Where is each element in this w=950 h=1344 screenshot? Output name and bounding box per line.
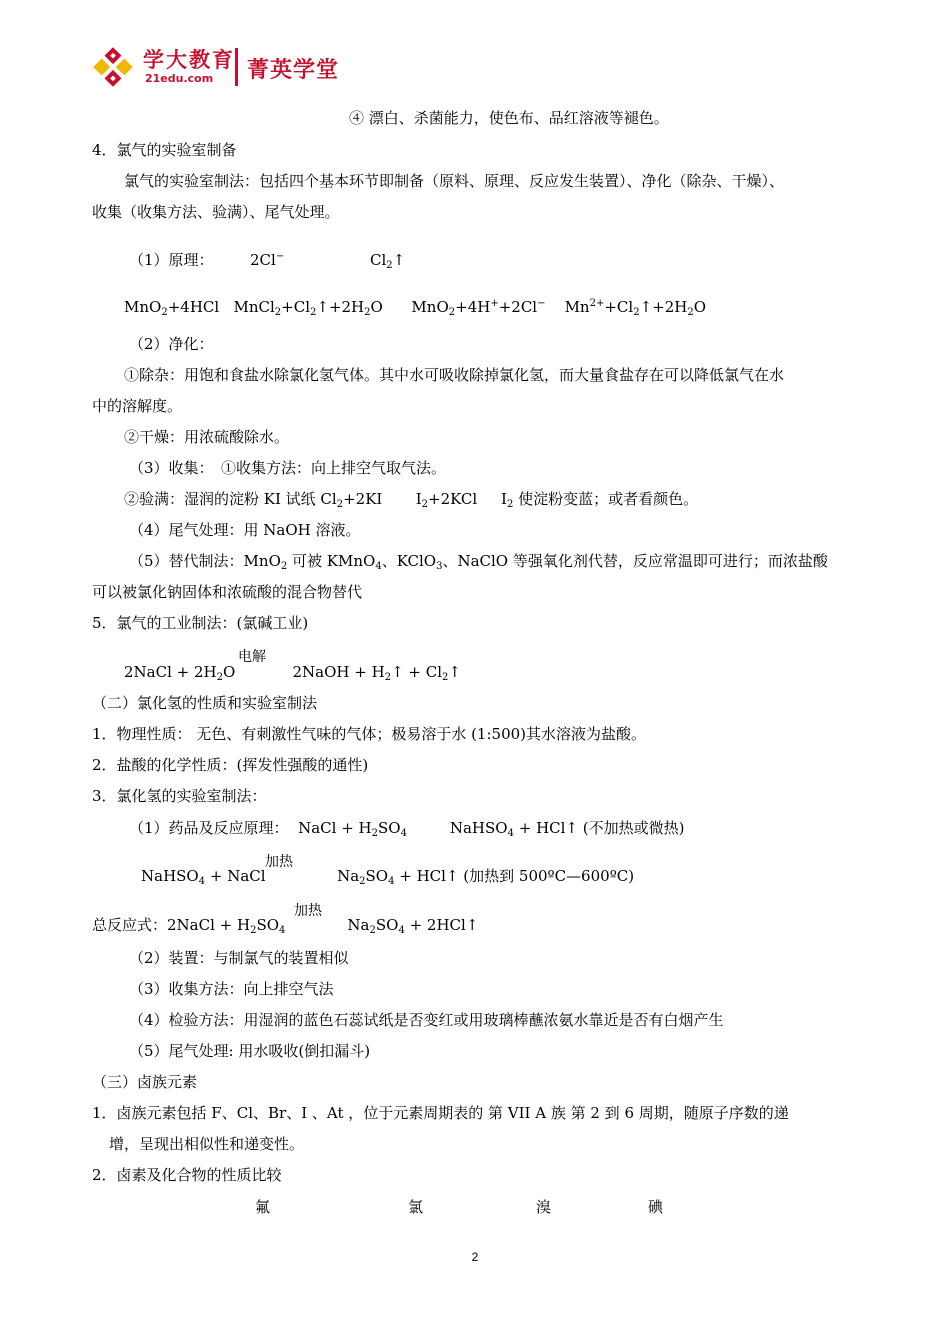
logo-text-en: 21edu.com xyxy=(145,72,214,85)
text-line: 中的溶解度。 xyxy=(92,397,183,415)
text-line: （5）尾气处理: 用水吸收(倒扣漏斗) xyxy=(129,1042,371,1060)
equation-line: MnO$_2$+4HCl $MnCl_2+Cl_2↑+2H_2O$ MnO$_2$+4H++2Cl− $Mn^{2+}+Cl_2↑+2H_2O$ xyxy=(124,298,707,318)
text-line: （3）收集方法：向上排空气法 xyxy=(129,980,334,998)
section-heading: （二）氯化氢的性质和实验室制法 xyxy=(92,694,318,712)
text-line: ④ 漂白、杀菌能力，使色布、品红溶液等褪色。 xyxy=(349,109,669,127)
text-line: 收集（收集方法、验满）、尾气处理。 xyxy=(92,203,340,221)
text-line: 增，呈现出相似性和递变性。 xyxy=(109,1135,305,1153)
table-header-cell: 溴 xyxy=(536,1198,552,1216)
text-line: （2）净化： xyxy=(129,335,214,353)
reaction-condition: 电解 xyxy=(238,649,266,665)
label-principle: （1）原理： xyxy=(129,251,214,269)
page-number: 2 xyxy=(471,1250,479,1264)
text-line: （2）装置：与制氯气的装置相似 xyxy=(129,949,349,967)
logo-divider xyxy=(235,48,238,86)
section-heading: （三）卤族元素 xyxy=(92,1073,198,1091)
equation-part: $Cl_2↑$ xyxy=(370,251,406,271)
logo-mark-icon xyxy=(90,44,136,90)
reaction-condition: 加热 xyxy=(265,854,293,870)
text-line: （4）尾气处理：用 NaOH 溶液。 xyxy=(129,521,361,539)
section-heading: 5．氯气的工业制法：(氯碱工业) xyxy=(92,614,309,632)
section-heading: 4．氯气的实验室制备 xyxy=(92,141,237,159)
text-line: 1．物理性质： 无色、有刺激性气味的气体；极易溶于水 (1:500)其水溶液为盐酸。 xyxy=(92,725,647,743)
table-header-cell: 碘 xyxy=(648,1198,664,1216)
equation-line: NaHSO$_4$ + NaCl $Na_2SO_4$ + HCl↑ (加热到 500ºC—600ºC) xyxy=(141,867,635,887)
text-line: ②验满：湿润的淀粉 KI 试纸 $Cl_2+2KI$ $I_2+2KCl$ $I_2$ 使淀粉变蓝；或者看颜色。 xyxy=(124,490,699,510)
text-line: 氯气的实验室制法：包括四个基本环节即制备（原料、原理、反应发生装置）、净化（除杂、干燥）、 xyxy=(124,172,785,190)
text-line: 2．卤素及化合物的性质比较 xyxy=(92,1166,282,1184)
equation-part: 2Cl− xyxy=(250,251,285,269)
logo-text-cn: 学大教育 xyxy=(143,48,235,72)
text-line: 3．氯化氢的实验室制法： xyxy=(92,787,267,805)
table-header-cell: 氟 xyxy=(255,1198,271,1216)
brand-name: 菁英学堂 xyxy=(247,58,340,83)
table-header-cell: 氯 xyxy=(408,1198,424,1216)
equation-line: （1）药品及反应原理： NaCl + $H_2SO_4$ NaHSO$_4$ + HCl↑ (不加热或微热) xyxy=(129,819,685,839)
text-line: ①除杂：用饱和食盐水除氯化氢气体。其中水可吸收除掉氯化氢，而大量食盐存在可以降低氯气在水 xyxy=(124,366,785,384)
text-line: 可以被氯化钠固体和浓硫酸的混合物替代 xyxy=(92,583,363,601)
text-line: （3）收集： ①收集方法：向上排空气取气法。 xyxy=(129,459,447,477)
text-line: 2．盐酸的化学性质：(挥发性强酸的通性) xyxy=(92,756,369,774)
text-line: 1．卤族元素包括 F、Cl、Br、I 、At ，位于元素周期表的 第 VII A 族 第 2 到 6 周期，随原子序数的递 xyxy=(92,1104,789,1122)
equation-line: 总反应式：2NaCl + $H_2SO_4$ $Na_2SO_4$ + 2HCl↑ xyxy=(92,916,479,936)
text-line: ②干燥：用浓硫酸除水。 xyxy=(124,428,290,446)
equation-line: 2NaCl + $2H_2O$ 2NaOH + $H_2↑$ + $Cl_2↑$ xyxy=(124,663,461,683)
reaction-condition: 加热 xyxy=(294,903,322,919)
text-line: （5）替代制法：MnO$_2$ 可被 KMnO$_4$、KClO$_3$、NaClO 等强氧化剂代替，反应常温即可进行；而浓盐酸 xyxy=(129,552,828,572)
text-line: （4）检验方法：用湿润的蓝色石蕊试纸是否变红或用玻璃棒蘸浓氨水靠近是否有白烟产生 xyxy=(129,1011,724,1029)
